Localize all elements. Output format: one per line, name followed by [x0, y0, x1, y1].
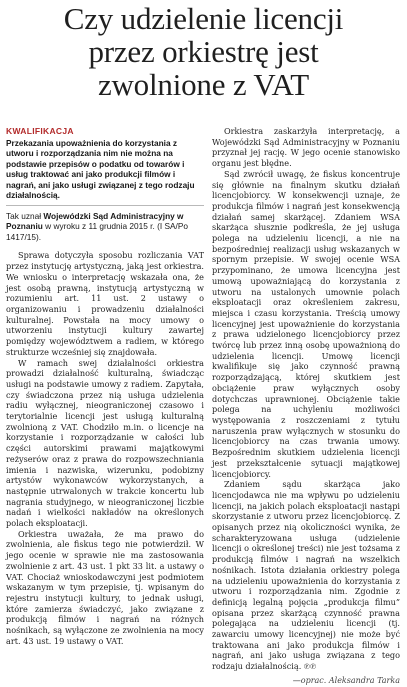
body-paragraph: Zdaniem sądu skarżąca jako licencjodawca nie ma wpływu po udzieleniu licencji, na jakich polach eksploatacji nastąpi skorzystanie z utworu przez licencjobiorcę. Z opisanych przez nią okoliczności wynika, że scharakteryzowana usługa (udzielenie licencji o określonej treści) nie jest tożsama z produkcją filmów i nagrań na wszelkich nośnikach. Istota działania orkiestry polega na udzieleniu upoważnienia do korzystania z utworu i rozporządzania nim. Zgodnie z definicją legalną pojęcia „produkcja filmu” opisana przez skarżącą czynność prawna polegająca na udzieleniu licencji (tj. zawarciu umowy licencyjnej) nie może być traktowana ani jako produkcja filmów i nagrań, ani jako usługa związana z tego rodzaju działalnością. ℗℗ [212, 479, 400, 672]
body-paragraph: Sprawa dotyczyła sposobu rozliczania VAT przez instytucję artystyczną, jaką jest orkiestra. We wniosku o interpretację wskazała ona, że jest osobą prawną, instytucją artystyczną w rozumieniu art. 11 ust. 2 ustawy o organizowaniu i prowadzeniu działalności kulturalnej. Powstała na mocy umowy o utworzeniu instytucji kultury zawartej pomiędzy województwem a radiem, w którego strukturze wcześniej się znajdowała. [6, 250, 204, 357]
ruling-reference [6, 211, 204, 243]
body-paragraph: Sąd zwrócił uwagę, że fiskus koncentruje się głównie na finalnym skutku działań licencjobiorcy. W konsekwencji uznaje, że produkcja filmów i nagrań jest konsekwencją działań samej skarżącej. Zdaniem WSA skarżąca słusznie podkreśla, że jej usługa polega na udzieleniu licencji, a nie na bezpośredniej realizacji usług wskazanych w spornym przepisie. W swojej ocenie WSA przypominano, że umowa licencyjna jest umową upoważniającą do korzystania z utworu na ustalonych umownie polach eksploatacji oraz określeniem zakresu, miejsca i czasu korzystania. Treścią umowy licencyjnej jest upoważnienie do korzystania z prawa udzielonego licencjobiorcy przez twórcę lub przez inną osobę upoważnioną do udzielenia licencji. Umowę licencji kwalifikuje się jako czynność prawną rozporządzającą, której skutkiem jest obciążenie praw wyłącznych osoby dotychczas uprawnionej. Obciążenie takie polega na uchyleniu możliwości występowania z roszczeniami z tytułu naruszenia praw wyłącznych w stosunku do licencjobiorcy na czas trwania umowy. Bezpośrednim skutkiem udzielenia licencji jest przekształcenie sytuacji majątkowej licencjobiorcy. [212, 168, 400, 479]
body-paragraph: Orkiestra zaskarżyła interpretację, a Wojewódzki Sąd Administracyjny w Poznaniu przyznał jej rację. W jego ocenie stanowisko organu jest błędne. [212, 126, 400, 169]
article-lead: Przekazania upoważnienia do korzystania z utworu i rozporządzania nim nie można na podstawie przepisów o podatku od towarów i usług traktować ani jako produkcji filmów i nagrań, ani jako usługi związanej z tego rodzaju działalnością. [6, 137, 195, 201]
article-left-column [6, 126, 204, 647]
ruling-suffix: w wyroku z 11 grudnia 2015 r. (I SA/Po 1417/15). [6, 221, 188, 242]
author-signature: —oprac. Aleksandra Tarka [292, 675, 400, 685]
body-paragraph: Orkiestra uważała, że ma prawo do zwolnienia, ale fiskus tego nie potwierdził. W jego ocenie w sprawie nie ma zastosowania zwolnienie z art. 43 ust. 1 pkt 33 lit. a ustawy o VAT. Chociaż wnioskodawczyni jest podmiotem wskazanym w tym przepisie, tj. wpisanym do rejestru instytucji kultury, to jednak usługi, które zamierza świadczyć, jako związane z produkcją filmów i nagrań na różnych nośnikach, są wyłączone ze zwolnienia na mocy art. 43 ust. 19 ustawy o VAT. [6, 528, 204, 646]
ruling-court: Wojewódzki Sąd Administracyjny w Poznaniu [6, 210, 184, 232]
ruling-prefix: Tak uznał [6, 210, 44, 221]
lead-separator [6, 205, 204, 206]
body-paragraph: W ramach swej działalności orkiestra prowadzi działalność kulturalną, świadcząc usługi na podstawie umowy z radiem. Zapytała, czy świadczona przez nią usługa udzielenia radiu wyłącznej, nieograniczonej czasowo i terytorialnie licencji jest usługą kulturalną zwolnioną z VAT. Chodziło m.in. o licencje na korzystanie i rozporządzanie w całości lub części autorskimi prawami majątkowymi reżyserów oraz z prawa do rozpowszechniania imienia i nazwiska, wizerunku, podobizny artystów wykonawców wykorzystanych, a następnie utrwalonych w trakcie koncertu lub nagrania studyjnego, w nieograniczonej liczbie nadań i wielkości nakładów na określonych polach eksploatacji. [6, 357, 204, 529]
headline-line-2: przez orkiestrę jest [88, 34, 319, 69]
article-headline [0, 2, 407, 101]
headline-line-1: Czy udzielenie licencji [63, 1, 344, 36]
section-kicker: KWALIFIKACJA [6, 126, 74, 136]
article-right-column [212, 126, 400, 687]
headline-line-3: zwolnione z VAT [97, 67, 310, 102]
